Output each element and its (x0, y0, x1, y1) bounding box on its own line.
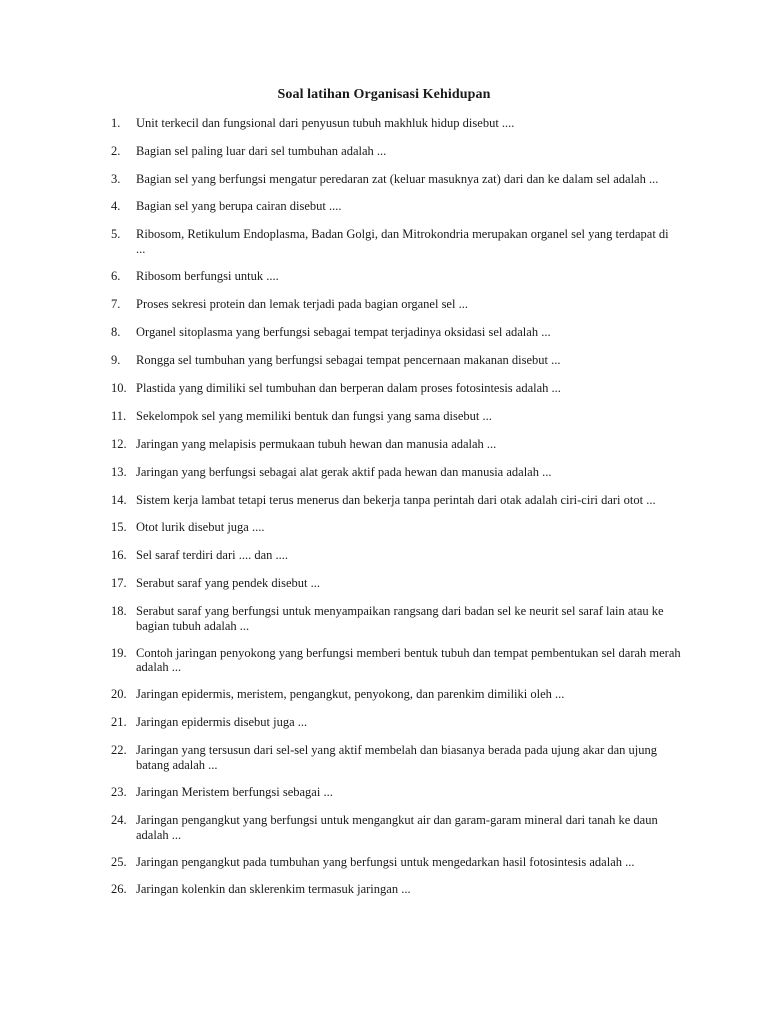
question-text: Bagian sel yang berupa cairan disebut .... (136, 199, 342, 214)
question-text: Sekelompok sel yang memiliki bentuk dan fungsi yang sama disebut ... (136, 408, 492, 423)
question-number: 17. (111, 576, 127, 591)
question-item (111, 144, 681, 159)
question-number: 9. (111, 352, 121, 367)
question-text: Jaringan pengangkut yang berfungsi untuk mengangkut air dan garam-garam mineral dari tanah ke daun adalah ... (136, 813, 658, 842)
question-item (111, 743, 681, 772)
question-item (111, 646, 681, 675)
question-item (111, 576, 681, 591)
question-number: 2. (111, 144, 121, 158)
question-text: Jaringan kolenkin dan sklerenkim termasuk jaringan ... (136, 882, 411, 896)
question-number: 8. (111, 324, 121, 339)
question-item (111, 199, 681, 214)
question-item (111, 785, 681, 800)
question-item (111, 227, 681, 256)
question-text: Organel sitoplasma yang berfungsi sebagai tempat terjadinya oksidasi sel adalah ... (136, 324, 551, 339)
question-text: Bagian sel yang berfungsi mengatur peredaran zat (keluar masuknya zat) dari dan ke dalam sel adalah ... (136, 172, 659, 186)
question-text: Ribosom, Retikulum Endoplasma, Badan Golgi, dan Mitrokondria merupakan organel sel yang terdapat di ... (136, 227, 669, 256)
question-text: Plastida yang dimiliki sel tumbuhan dan berperan dalam proses fotosintesis adalah ... (136, 380, 561, 395)
question-item (111, 855, 681, 870)
question-number: 10. (111, 380, 127, 395)
question-text: Unit terkecil dan fungsional dari penyusun tubuh makhluk hidup disebut .... (136, 116, 515, 130)
question-number: 25. (111, 854, 127, 869)
question-number: 21. (111, 715, 127, 730)
question-text: Jaringan epidermis disebut juga ... (136, 715, 308, 730)
question-text: Jaringan yang berfungsi sebagai alat gerak aktif pada hewan dan manusia adalah ... (136, 464, 552, 479)
question-number: 3. (111, 172, 121, 186)
question-item (111, 520, 681, 535)
question-item (111, 715, 681, 730)
question-item (111, 269, 681, 284)
question-number: 7. (111, 296, 121, 311)
page-title: Soal latihan Organisasi Kehidupan (277, 87, 491, 102)
question-item (111, 116, 681, 131)
question-text: Serabut saraf yang berfungsi untuk menyampaikan rangsang dari badan sel ke neurit sel saraf lain atau ke bagian tubuh adalah ... (136, 604, 664, 633)
question-item (111, 381, 681, 396)
question-number: 14. (111, 492, 127, 507)
question-text: Sistem kerja lambat tetapi terus menerus dan bekerja tanpa perintah dari otak adalah ciri-ciri dari otot ... (136, 492, 656, 507)
question-item (111, 465, 681, 480)
question-item (111, 687, 681, 702)
question-number: 11. (111, 408, 127, 423)
question-item (111, 604, 681, 633)
question-number: 19. (111, 645, 127, 660)
question-item (111, 353, 681, 368)
question-text: Contoh jaringan penyokong yang berfungsi memberi bentuk tubuh dan tempat pembentukan sel darah merah adalah ... (136, 645, 681, 675)
question-text: Jaringan yang melapisis permukaan tubuh hewan dan manusia adalah ... (136, 436, 497, 451)
question-number: 15. (111, 520, 127, 535)
question-number: 5. (111, 227, 121, 242)
question-text: Rongga sel tumbuhan yang berfungsi sebagai tempat pencernaan makanan disebut ... (136, 352, 561, 367)
question-number: 24. (111, 813, 127, 828)
question-text: Proses sekresi protein dan lemak terjadi pada bagian organel sel ... (136, 296, 468, 311)
question-number: 26. (111, 882, 127, 896)
question-text: Serabut saraf yang pendek disebut ... (136, 576, 320, 591)
question-item (111, 493, 681, 508)
question-number: 16. (111, 548, 127, 563)
question-text: Sel saraf terdiri dari .... dan .... (136, 548, 289, 563)
question-text: Otot lurik disebut juga .... (136, 520, 265, 535)
question-text: Jaringan pengangkut pada tumbuhan yang berfungsi untuk mengedarkan hasil fotosintesis adalah ... (136, 854, 635, 869)
question-item (111, 437, 681, 452)
question-item (111, 172, 681, 187)
question-list (111, 116, 681, 910)
question-number: 6. (111, 268, 121, 283)
question-text: Ribosom berfungsi untuk .... (136, 268, 279, 283)
question-text: Jaringan Meristem berfungsi sebagai ... (136, 785, 333, 800)
question-text: Jaringan yang tersusun dari sel-sel yang aktif membelah dan biasanya berada pada ujung akar dan ujung batang adalah ... (136, 743, 658, 772)
question-number: 20. (111, 687, 127, 702)
question-text: Bagian sel paling luar dari sel tumbuhan adalah ... (136, 144, 387, 158)
question-number: 18. (111, 604, 127, 619)
question-number: 1. (111, 116, 121, 130)
question-item (111, 813, 681, 842)
question-number: 13. (111, 464, 127, 479)
question-number: 12. (111, 436, 127, 451)
question-item (111, 325, 681, 340)
question-text: Jaringan epidermis, meristem, pengangkut, penyokong, dan parenkim dimiliki oleh ... (136, 687, 565, 702)
question-number: 4. (111, 199, 121, 214)
question-item (111, 548, 681, 563)
question-number: 23. (111, 785, 127, 800)
question-item (111, 409, 681, 424)
question-item (111, 297, 681, 312)
question-item (111, 882, 681, 897)
question-number: 22. (111, 743, 127, 758)
